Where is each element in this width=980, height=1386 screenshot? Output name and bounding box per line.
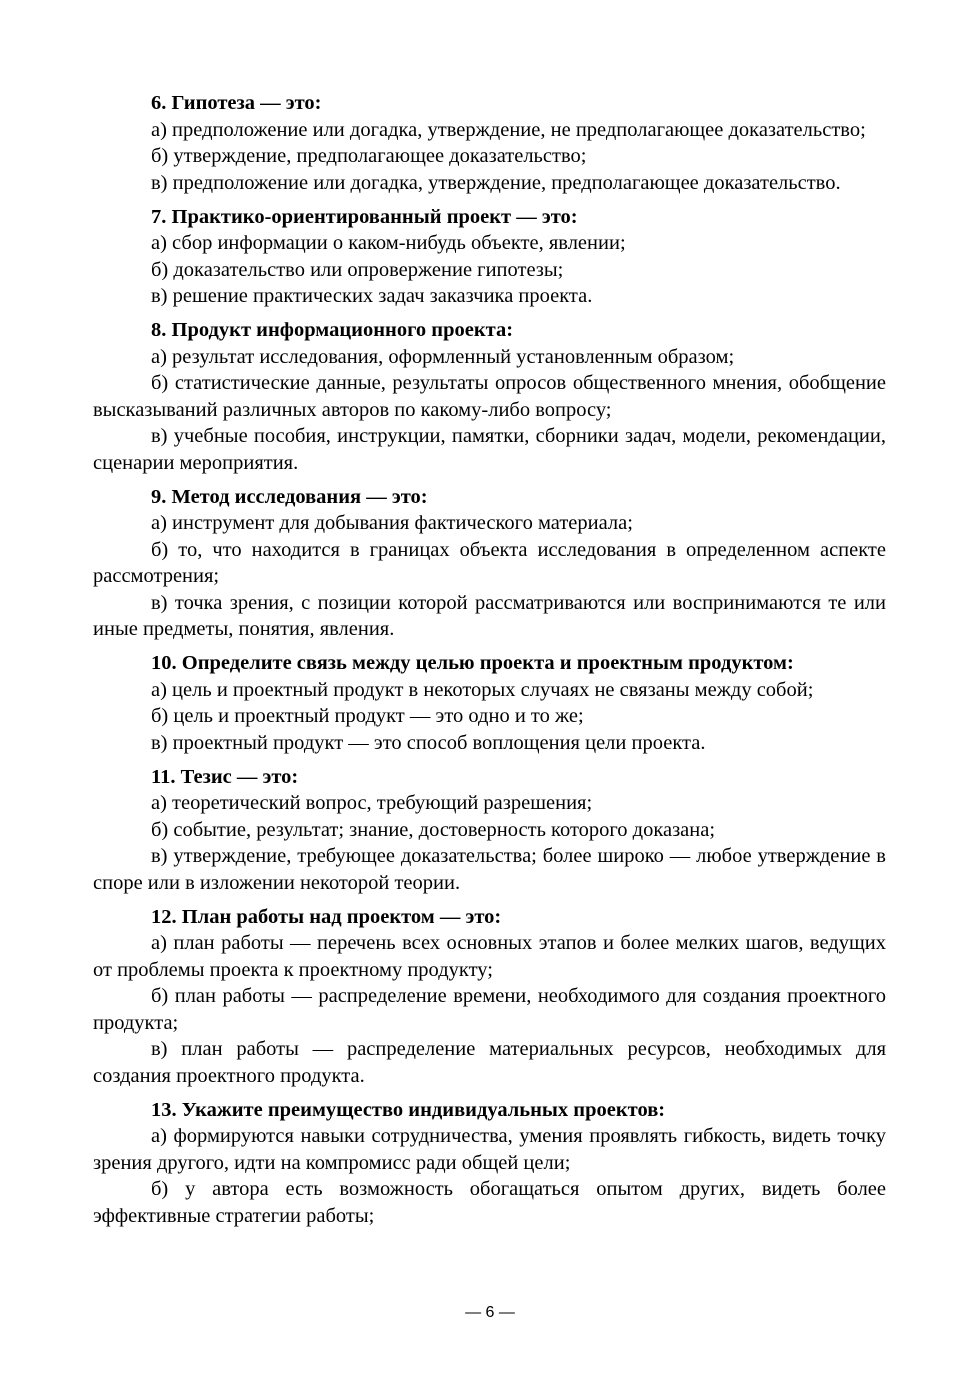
answer-option-c: в) утверждение, требующее доказательства; более широко — любое утверждение в споре или в изложении некоторой теории. bbox=[93, 845, 886, 894]
question-6 bbox=[93, 90, 886, 196]
question-title: 12. План работы над проектом — это: bbox=[151, 905, 502, 928]
question-9 bbox=[93, 484, 886, 643]
question-title: 6. Гипотеза — это: bbox=[151, 92, 322, 114]
answer-option-a: а) план работы — перечень всех основных этапов и более мелких шагов, ведущих от проблемы проекта к проектному продукту; bbox=[93, 932, 886, 981]
answer-option-b: б) утверждение, предполагающее доказательство; bbox=[151, 145, 587, 167]
question-title: 10. Определите связь между целью проекта и проектным продуктом: bbox=[151, 652, 794, 674]
answer-option-a: а) предположение или догадка, утверждение, не предполагающее доказательство; bbox=[151, 118, 866, 141]
answer-option-c: в) учебные пособия, инструкции, памятки, сборники задач, модели, рекомендации, сценарии мероприятия. bbox=[93, 425, 886, 474]
answer-option-b: б) статистические данные, результаты опросов общественного мнения, обобщение высказываний различных авторов по какому-либо вопросу; bbox=[93, 372, 886, 421]
page-number: — 6 — bbox=[465, 1304, 515, 1321]
answer-option-b: б) то, что находится в границах объекта исследования в определенном аспекте рассмотрения; bbox=[93, 538, 886, 587]
question-13 bbox=[93, 1097, 886, 1230]
answer-option-c: в) решение практических задач заказчика проекта. bbox=[151, 285, 593, 307]
answer-option-a: а) сбор информации о каком-нибудь объекте, явлении; bbox=[151, 232, 626, 254]
answer-option-b: б) у автора есть возможность обогащаться опытом других, видеть более эффективные стратегии работы; bbox=[93, 1178, 886, 1227]
question-11 bbox=[93, 764, 886, 897]
answer-option-a: а) инструмент для добывания фактического материала; bbox=[151, 512, 633, 534]
questions-list bbox=[93, 90, 886, 1237]
question-title: 11. Тезис — это: bbox=[151, 765, 299, 788]
answer-option-c: в) точка зрения, с позиции которой рассматриваются или воспринимаются те или иные предметы, понятия, явления. bbox=[93, 591, 886, 640]
question-title: 7. Практико-ориентированный проект — это: bbox=[151, 205, 578, 228]
answer-option-b: б) цель и проектный продукт — это одно и то же; bbox=[151, 705, 584, 727]
question-12 bbox=[93, 904, 886, 1090]
question-title: 13. Укажите преимущество индивидуальных проектов: bbox=[151, 1098, 666, 1121]
answer-option-b: б) план работы — распределение времени, необходимого для создания проектного продукта; bbox=[93, 985, 886, 1034]
question-10 bbox=[93, 650, 886, 756]
answer-option-c: в) проектный продукт — это способ воплощения цели проекта. bbox=[151, 731, 706, 754]
question-8 bbox=[93, 317, 886, 476]
answer-option-b: б) доказательство или опровержение гипотезы; bbox=[151, 258, 564, 281]
answer-option-c: в) предположение или догадка, утверждение, предполагающее доказательство. bbox=[151, 171, 841, 194]
answer-option-a: а) цель и проектный продукт в некоторых случаях не связаны между собой; bbox=[151, 678, 814, 701]
question-7 bbox=[93, 204, 886, 310]
answer-option-c: в) план работы — распределение материальных ресурсов, необходимых для создания проектного продукта. bbox=[93, 1038, 886, 1087]
answer-option-a: а) теоретический вопрос, требующий разрешения; bbox=[151, 792, 593, 814]
answer-option-a: а) результат исследования, оформленный установленным образом; bbox=[151, 345, 735, 368]
question-title: 8. Продукт информационного проекта: bbox=[151, 319, 514, 341]
answer-option-b: б) событие, результат; знание, достоверность которого доказана; bbox=[151, 818, 716, 841]
answer-option-a: а) формируются навыки сотрудничества, умения проявлять гибкость, видеть точку зрения другого, идти на компромисс ради общей цели; bbox=[93, 1125, 886, 1174]
question-title: 9. Метод исследования — это: bbox=[151, 485, 428, 508]
